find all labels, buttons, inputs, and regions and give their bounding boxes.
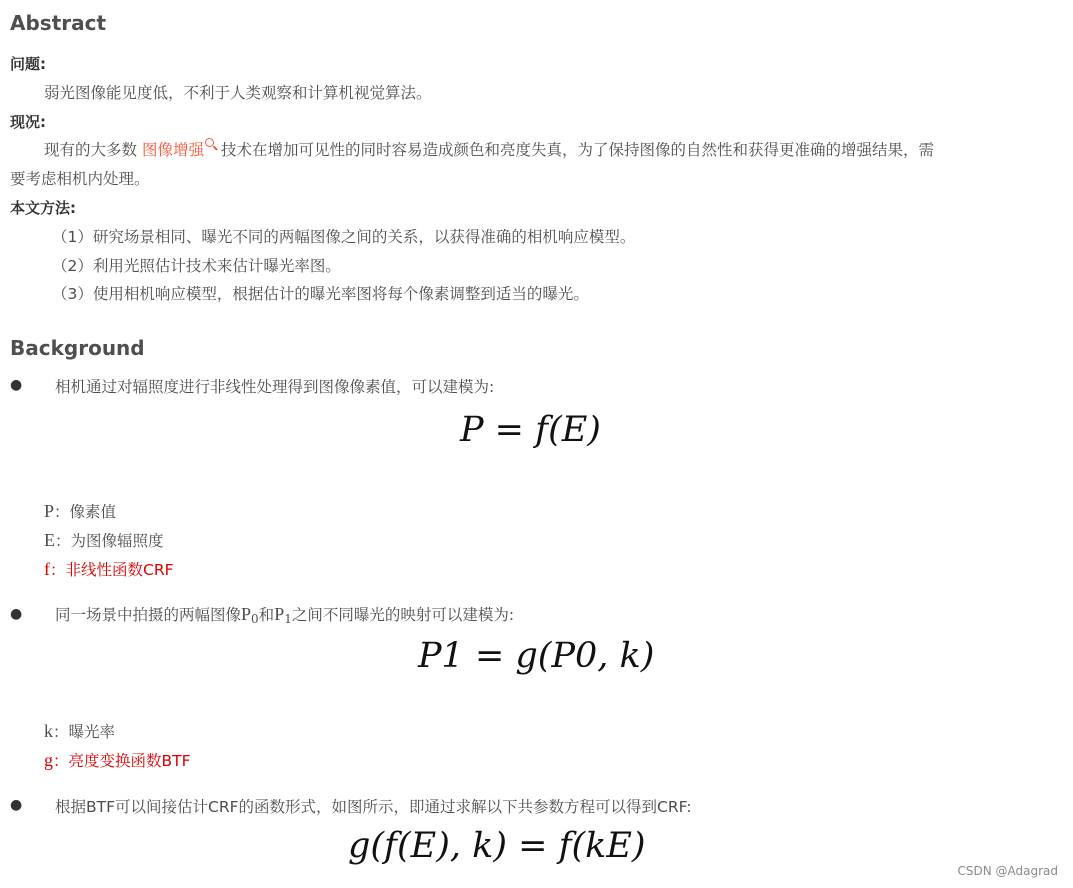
bullet-1: ● [10, 377, 23, 393]
formula-3: g(f(E), k) = f(kE) [348, 826, 646, 866]
p0-sub: 0 [251, 612, 259, 626]
status-text-b: 技术在增加可见性的同时容易造成颜色和亮度失真，为了保持图像的自然性和获得更准确的增强结果，需 [220, 141, 934, 159]
def-g-desc: ：亮度变换函数BTF [53, 752, 191, 770]
def-e-var: E [44, 530, 55, 550]
status-paragraph [44, 138, 934, 160]
def-e-desc: ：为图像辐照度 [55, 532, 164, 550]
p0-var: P [241, 604, 252, 624]
def-p-var: P [44, 501, 55, 521]
def-f [44, 558, 174, 580]
background-heading: Background [10, 336, 145, 360]
abstract-heading: Abstract [10, 11, 107, 35]
problem-text: 弱光图像能见度低，不利于人类观察和计算机视觉算法。 [44, 84, 432, 102]
bullet-3-text: 根据BTF可以间接估计CRF的函数形式，如图所示，即通过求解以下共参数方程可以得到CRF: [55, 798, 692, 816]
image-enhancement-link[interactable]: 图像增强 [141, 141, 204, 159]
status-label: 现况: [10, 113, 46, 131]
def-p-desc: ：像素值 [54, 503, 117, 521]
method-item-1: （1）研究场景相同、曝光不同的两幅图像之间的关系，以获得准确的相机响应模型。 [52, 228, 636, 246]
bullet-2-text-a: 同一场景中拍摄的两幅图像 [55, 606, 242, 624]
def-k-desc: ：曝光率 [53, 723, 116, 741]
formula-1: P = f(E) [460, 410, 601, 450]
bullet-2: ● [10, 606, 23, 622]
bullet-2-text [55, 603, 514, 626]
bullet-1-text: 相机通过对辐照度进行非线性处理得到图像像素值，可以建模为: [55, 378, 495, 396]
def-f-desc: ：非线性函数CRF [50, 561, 174, 579]
bullet-2-and: 和 [258, 606, 275, 624]
formula-2: P1 = g(P0, k) [418, 636, 655, 676]
def-p [44, 500, 116, 522]
def-g [44, 749, 191, 771]
bullet-3: ● [10, 797, 23, 813]
status-text-c: 要考虑相机内处理。 [10, 170, 150, 188]
status-text-a: 现有的大多数 [44, 141, 138, 159]
method-item-3: （3）使用相机响应模型，根据估计的曝光率图将每个像素调整到适当的曝光。 [52, 285, 589, 303]
def-g-var: g [44, 750, 53, 770]
bullet-2-text-b: 之间不同曝光的映射可以建模为: [291, 606, 515, 624]
method-label: 本文方法: [10, 199, 76, 217]
problem-label: 问题: [10, 55, 46, 73]
search-icon[interactable] [205, 138, 217, 150]
p1-var: P [274, 604, 285, 624]
watermark: CSDN @Adagrad [957, 864, 1058, 878]
def-k [44, 720, 115, 742]
p1-sub: 1 [284, 612, 292, 626]
method-item-2: （2）利用光照估计技术来估计曝光率图。 [52, 257, 341, 275]
def-f-var: f [44, 559, 50, 579]
def-e [44, 529, 164, 551]
def-k-var: k [44, 721, 53, 741]
